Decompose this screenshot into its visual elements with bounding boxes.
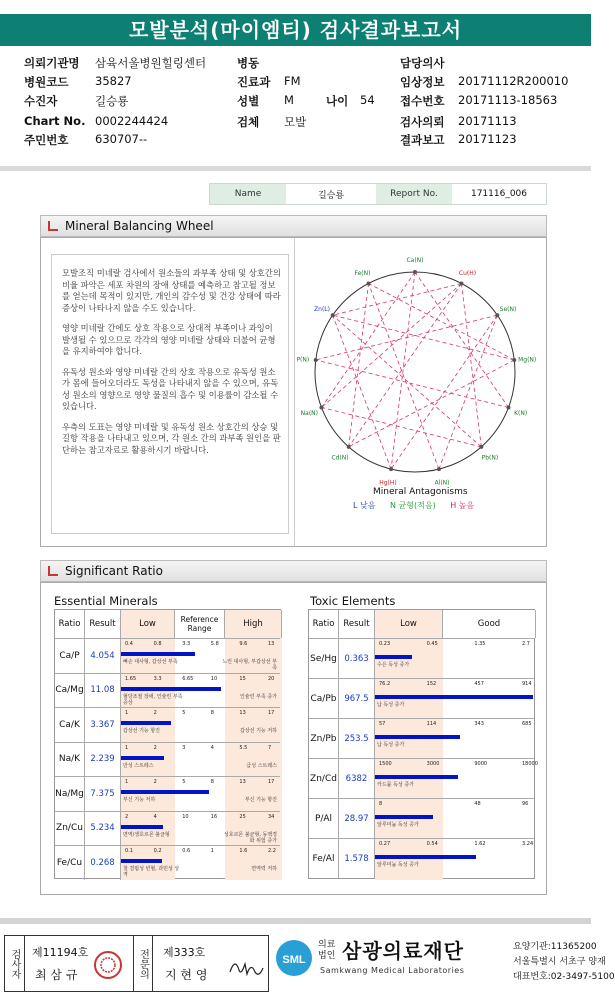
tick-label: 9000 [474,761,488,767]
info-value: 0002244424 [95,114,169,128]
info-value: 20171113-18563 [458,93,558,107]
seal-stamp [93,950,123,980]
tick-label: 5.5 [239,744,248,751]
table-row [309,798,534,838]
tick-label: 2 [153,779,157,785]
antagonism-line [461,283,481,446]
element-dot [389,467,393,471]
info-key: 수진자 [24,94,58,108]
tick-label: 16 [210,813,218,820]
info-key: 담당의사 [400,56,445,70]
tick-label: 5 [182,710,186,716]
header-cell: Low [121,610,175,638]
tick-label: 152 [426,681,437,687]
header-cell: Result [85,610,121,638]
info-value: 삼육서울병원힐링센터 [95,56,207,70]
header-cell: Ratio [55,610,85,638]
tick-label: 34 [268,813,275,820]
tick-label: 13 [239,779,246,785]
info-key: 병동 [237,56,260,70]
tick-label: 0.4 [125,641,133,647]
tick-label: 0.8 [153,641,162,647]
info-value: 20171123 [458,132,517,146]
element-dot [413,270,417,274]
ratio-bar [121,859,162,863]
ratio-bar [375,855,476,859]
legend-high: H 높음 [450,501,475,510]
low-note: 갑상선 기능 항진 [123,728,160,735]
header-cell: Low [375,610,443,638]
antagonism-line [321,283,461,407]
ratio-bar [121,825,163,829]
ratio-result: 2.239 [85,743,121,777]
tick-label: 685 [522,721,532,727]
tick-label: 0.6 [182,848,191,854]
tick-label: 0.27 [379,841,391,847]
table-row [55,638,280,673]
info-key: 주민번호 [24,133,69,147]
ratio-result: 28.97 [339,799,375,838]
info-value: M [284,93,294,107]
tick-label: 1 [125,779,129,785]
org-phone: 대표번호:02-3497-5100 [513,972,615,982]
tick-label: 3.24 [522,841,534,847]
tick-label: 2.2 [268,848,276,854]
ratio-result: 0.363 [339,639,375,678]
low-note: 납 독성 증가 [377,702,405,708]
tick-label: 1 [210,848,214,854]
antagonism-line [349,360,515,447]
tick-label: 17 [268,710,275,716]
ratio-result: 5.234 [85,812,121,846]
tick-label: 0.2 [153,848,162,854]
element-dot [367,281,371,285]
legend-normal: N 균형(적음) [390,501,436,510]
antagonism-line [316,360,509,408]
high-note: 느린 대사형, 부갑상선 부족 [222,659,277,672]
tick-label: 10 [210,675,218,682]
tick-label: 0.54 [426,841,438,847]
ratio-bar [121,721,171,725]
ratio-result: 3.367 [85,708,121,742]
tick-label: 57 [379,721,386,727]
tick-label: 4 [153,813,157,820]
ratio-name: P/Al [309,799,339,838]
wheel-title: Mineral Balancing Wheel [40,215,547,237]
tick-label: 2 [153,744,157,751]
antagonism-line [321,407,481,446]
org-contact [513,940,615,985]
antagonism-line [333,283,462,315]
org-prefix: 의료법인 [318,940,336,961]
table-row [309,638,534,678]
doctor-signature [225,952,265,982]
ratio-name: Zn/Cd [309,759,339,798]
element-label: Cd(N) [331,454,349,462]
org-name: 삼광의료재단 [342,939,464,963]
info-value: 20171113 [458,114,517,128]
ratio-name: Zn/Cu [55,812,85,846]
ratio-result: 4.054 [85,639,121,673]
info-key: Chart No. [24,114,86,128]
tick-label: 457 [474,681,484,687]
ratio-name: Ca/Pb [309,679,339,718]
wheel-panel [40,237,547,547]
tick-label: 7 [268,744,272,751]
tick-label: 6.65 [182,675,194,682]
low-note: 혈당조절 장애, 인슐린 부족 증상 [123,693,183,706]
table-row [309,758,538,798]
header-cell: High [225,610,282,638]
report-title: 모발분석(마이엠티) 검사결과보고서 [0,14,591,46]
info-key: 검사의뢰 [400,115,445,129]
tick-label: 3.3 [182,641,191,647]
info-value: 630707-- [95,132,148,146]
element-dot [319,405,323,409]
tick-label: 15 [239,675,246,682]
ratio-bar [375,815,433,819]
report-label: Report No. [376,184,452,204]
tick-label: 1 [125,710,129,716]
low-note: 수은 독성 증가 [377,662,410,668]
ratio-name: Ca/K [55,708,85,742]
tick-label: 0.1 [125,848,133,854]
name-bar [209,183,547,205]
ratio-result: 11.08 [85,674,121,708]
org-address: 서울특별시 서초구 양재 [513,957,606,967]
ratio-result: 0.268 [85,846,121,880]
tick-label: 48 [474,801,481,807]
low-note: 면역/생호르몬 불균형 [123,831,170,838]
element-dot [459,281,463,285]
inspector-label: 검사자 [5,936,25,991]
tick-label: 10 [182,813,189,820]
element-dot [347,445,351,449]
tick-label: 13 [268,641,275,647]
table-row [55,776,280,811]
wheel-legend [353,500,513,511]
element-label: Mg(N) [518,356,537,364]
tick-label: 8 [379,801,383,807]
legend-low: L 낮음 [353,501,376,510]
doctor-name: 지 현 영 [165,968,208,982]
info-key: 검체 [237,115,260,129]
antagonism-line [439,315,497,469]
info-value: 모발 [284,115,307,129]
high-note: 갑상선 기능 저하 [240,728,277,735]
header-cell: Reference Range [175,610,225,638]
tick-label: 1.65 [125,675,137,682]
element-label: Zn(L) [314,305,330,313]
info-key: 의뢰기관명 [24,56,80,70]
inspector-id: 제11194호 [32,946,89,959]
low-note: 만성 스트레스 [123,762,154,769]
chart-icon [48,566,58,576]
table-row [55,742,280,777]
tick-label: 3000 [426,761,440,767]
element-label: P(N) [296,356,310,364]
tick-label: 2 [153,710,157,716]
high-note: 면역력 저하 [251,866,277,873]
wheel-paragraph: 유독성 원소와 영양 미네랄 간의 상호 작용으로 유독성 원소가 몸에 들어오더라도 독성을 나타내지 않을 수 있으며, 유독성 원소의 영향으로 영양 물질의 흡수 및 이용률이 감소될 수 있습니다. [62,366,279,411]
essential-table [54,609,281,879]
tick-label: 5 [182,779,186,785]
high-note: 인슐린 부족 증가 [240,693,277,700]
info-key: 성별 [237,94,260,108]
ratio-bar [375,735,460,739]
tick-label: 25 [239,813,246,820]
table-row [309,678,534,718]
ratio-result: 253.5 [339,719,375,758]
toxic-table [308,609,538,879]
tick-label: 0.23 [379,641,391,647]
tick-label: 2 [125,813,129,820]
age-label: 나이 [326,94,349,108]
header-cell: Ratio [309,610,339,638]
header-cell: Good [443,610,536,638]
element-label: Fe(N) [354,269,371,277]
tick-label: 8 [210,779,214,785]
wheel-text-box [51,254,289,534]
table-row [309,838,534,878]
info-key: 임상정보 [400,75,445,89]
tick-label: 114 [426,721,437,727]
inspector-name: 최 삼 규 [35,968,78,982]
toxic-title: Toxic Elements [310,594,396,608]
high-note: 성호르몬 불균형, 동맥경화 위험 증가 [223,831,277,844]
ratio-name: Na/K [55,743,85,777]
element-dot [512,358,516,362]
high-note: 급성 스트레스 [246,762,277,769]
info-value: 35827 [95,74,132,88]
low-note: 알루미늄 독성 증가 [377,862,419,868]
table-row [55,845,280,880]
low-note: 부신 기능 저하 [123,797,156,804]
tick-label: 1500 [379,761,392,767]
tick-label: 8 [210,710,214,716]
wheel-paragraph: 영양 미네랄 간에도 상호 작용으로 상대적 부족이나 과잉이 발생될 수 있으므로 각각의 영양 미네랄 상태와 더불어 균형을 유지하여야 합니다. [62,323,276,356]
ratio-bar [121,756,164,760]
info-key: 진료과 [237,75,271,89]
ratio-name: Ca/P [55,639,85,673]
antagonism-line [349,283,462,446]
ratio-result: 1.578 [339,839,375,878]
ratio-bar [375,655,412,659]
ratio-bar [121,687,221,691]
element-label: K(N) [514,410,528,418]
tick-label: 76.2 [379,681,391,687]
ratio-bar [121,652,195,656]
element-label: Se(N) [499,305,517,313]
ratio-result: 6382 [339,759,375,798]
doctor-label: 전문의 [133,936,153,991]
low-note: 알루미늄 독성 증가 [377,822,419,828]
org-english: Samkwang Medical Laboratories [320,966,465,975]
tick-label: 1.6 [239,848,248,854]
table-row [55,707,280,742]
table-header [309,610,534,638]
element-label: Hg(H) [379,479,397,487]
info-key: 병원코드 [24,75,69,89]
tick-label: 1 [125,744,129,751]
element-dot [437,467,441,471]
essential-title: Essential Minerals [54,594,158,608]
chart-icon [48,221,58,231]
name-label: Name [210,184,286,204]
element-dot [331,313,335,317]
ratio-name: Ca/Mg [55,674,85,708]
tick-label: 3 [182,744,186,751]
ratio-bar [375,695,533,699]
high-note: 부신 기능 항진 [244,797,277,804]
tick-label: 0.45 [426,641,438,647]
element-dot [507,405,511,409]
tick-label: 18000 [522,761,538,767]
info-key: 접수번호 [400,94,445,108]
ratio-name: Zn/Pb [309,719,339,758]
table-row [55,673,280,708]
signature-box [4,935,269,992]
wheel-circle [315,269,515,472]
age-value: 54 [360,93,375,107]
element-label: Al(N) [434,479,450,487]
tick-label: 5.8 [210,641,219,647]
info-key: 결과보고 [400,133,445,147]
low-note: 카드뮴 독성 증가 [377,782,414,788]
ratio-bar [375,775,458,779]
tick-label: 914 [522,681,532,687]
table-row [309,718,534,758]
low-note: 납 독성 증가 [377,742,405,748]
element-label: Pb(N) [481,454,499,462]
element-label: Cu(H) [458,269,477,277]
table-row [55,811,280,846]
ratio-result: 967.5 [339,679,375,718]
sml-logo [274,938,314,978]
separator [0,166,591,171]
ratio-result: 7.375 [85,777,121,811]
tick-label: 1.35 [474,641,486,647]
low-note: 뼈손 대사형, 갑상선 부족 [123,659,178,666]
svg-text:SML: SML [282,954,306,966]
ratio-bar [121,790,209,794]
tick-label: 1.62 [474,841,486,847]
tick-label: 17 [268,779,275,785]
low-note: 철 결핍성 빈혈, 과민성 상격 [123,866,180,879]
element-dot [495,313,499,317]
wheel-paragraph: 우측의 도표는 영양 미네랄 및 유독성 원소 상호간의 상승 및 길항 작용을 나타내고 있으며, 각 원소 간의 과부족 원인을 판단하는 참고자료로 활용하시기 바랍니다. [62,421,281,455]
antagonism-line [369,283,439,469]
info-value: 길승룡 [95,94,129,108]
patient-name: 길승룡 [317,190,345,201]
tick-label: 9.6 [239,641,248,647]
tick-label: 3.3 [153,675,162,682]
wheel-chart-title: Mineral Antagonisms [373,487,468,497]
ratio-name: Fe/Al [309,839,339,878]
org-code: 요양기관:11365200 [513,942,597,952]
tick-label: 13 [239,710,246,716]
info-value: 20171112R200010 [458,74,569,88]
report-number: 171116_006 [470,189,528,199]
table-header [55,610,280,638]
wheel-description [62,268,282,456]
element-label: Na(N) [300,410,319,418]
antagonism-line [333,315,391,469]
info-value: FM [284,74,301,88]
ratio-name: Se/Hg [309,639,339,678]
element-dot [479,445,483,449]
element-dot [314,358,318,362]
header-cell: Result [339,610,375,638]
footer-bar [0,918,591,924]
tick-label: 4 [210,744,214,751]
ratio-name: Fe/Cu [55,846,85,880]
tick-label: 2.7 [522,641,530,647]
doctor-id: 제333호 [163,946,206,959]
ratio-title: Significant Ratio [40,560,547,582]
ratio-name: Na/Mg [55,777,85,811]
tick-label: 96 [522,801,529,807]
wheel-paragraph: 모발조직 미네랄 검사에서 원소들의 과부족 상태 및 상호간의 비율 파악은 세포 차원의 장애 상태를 예측하고 참고될 정보를 얻는데 목적이 있지만, 개인의 감수성 및 건강 상태에 따라 증상이 나타나지 않을 수도 있습니다. [62,268,281,313]
tick-label: 343 [474,721,484,727]
tick-label: 20 [268,675,275,682]
element-label: Ca(N) [406,257,424,264]
